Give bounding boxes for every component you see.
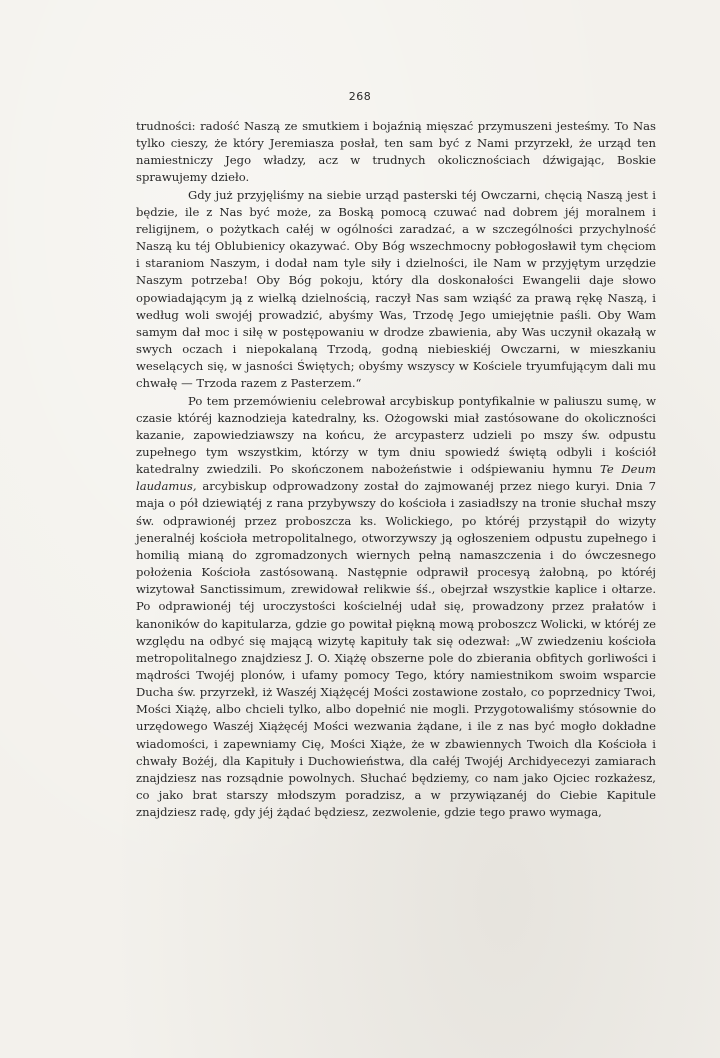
paragraph-3-text: Po tem przemówieniu celebrował arcybiskup pontyfikalnie w paliuszu sumę, w czasie któréj kaznodzieja katedralny, ks. Ożogowski miał zastósowane do okoliczności kazanie, zapowiedziawszy na końcu, że arcypasterz udzieli po mszy św. odpustu zupełnego tym wszystkim, którzy w tym dniu spowiedź świętą odbyli i kościół katedralny zwiedzili. Po skończonem nabożeństwie i odśpiewaniu hymnu <box>136 393 656 477</box>
paragraph-3-continued: arcybiskup odprowadzony został do zajmowanéj przez niego kuryi. Dnia 7 maja o pół dziewiątéj z rana przybywszy do kościoła i zasiadłszy na tronie słuchał mszy św. odprawionéj przez proboszcza ks. Wolickiego, po któréj przystąpił do wizyty jeneralnéj kościoła metropolitalnego, otworzywszy ją ogłoszeniem odpustu zupełnego i homilią mianą do zgromadzonych wiernych pełną namaszczenia i do ówczesnego położenia Kościoła zastósowaną. Następnie odprawił procesyą żałobną, po któréj wizytował Sanctissimum, zrewidował relikwie śś., obejrzał wszystkie kaplice i ołtarze. Po odprawionéj téj uroczystości kościelnéj udał się, prowadzony przez prałatów i kanoników do kapitularza, gdzie go powitał piękną mową proboszcz Wolicki, w któréj ze względu na odbyć się mającą wizytę kapituły tak się odezwał: „W zwiedzeniu kościoła metropolitalnego znajdziesz J. O. Xiążę obszerne pole do zbierania obfitych gorliwości i mądrości Twojéj plonów, i ufamy pomocy Tego, który namiestnikom swoim wsparcie Ducha św. przyrzekł, iż Waszéj Xiążęcéj Mości zostawione zostało, co poprzednicy Twoi, Mości Xiążę, albo chcieli tylko, albo dopełnić nie mogli. Przygotowaliśmy stósownie do urzędowego Waszéj Xiążęcéj Mości wezwania żądane, i ile z nas być mogło dokładne wiadomości, i zapewniamy Cię, Mości Xiąże, że w zbawiennych Twoich dla Kościoła i chwały Bożéj, dla Kapituły i Duchowieństwa, dla całéj Twojéj Archidyecezyi zamiarach znajdziesz nas rozsądnie powolnych. Słuchać będziemy, co nam jako Ojciec rozkażesz, co jako brat starszy młodszym poradzisz, a w przywiązanéj do Ciebie Kapitule znajdziesz radę, gdy jéj żądać będziesz, zezwolenie, gdzie tego prawo wymaga, <box>136 479 656 820</box>
paragraph-1: trudności: radość Naszą ze smutkiem i bojaźnią mięszać przymuszeni jesteśmy. To Nas tylko cieszy, że który Jeremiasza posłał, ten sam być z Nami przyrzekł, że urząd ten namiestniczy Jego władzy, acz w trudnych okolicznościach dźwigając, Boskie sprawujemy dzieło. <box>136 119 656 185</box>
page-number: 268 <box>348 90 372 103</box>
paragraph-3 <box>136 393 656 822</box>
body-text <box>136 118 656 821</box>
paragraph-2: Gdy już przyjęliśmy na siebie urząd pasterski téj Owczarni, chęcią Naszą jest i będzie, ile z Nas być może, za Boską pomocą czuwać nad dobrem jéj moralnem i religijnem, o pożytkach całéj w ogólności zaradzać, a w szczególności przychylność Naszą ku téj Oblubienicy okazywać. Oby Bóg wszechmocny pobłogosławił tym chęciom i staraniom Naszym, i dodał nam tyle siły i dzielności, ile Nam w przyjętym urzędzie Naszym potrzeba! Oby Bóg pokoju, który dla doskonałości Ewangelii daje słowo opowiadającym ją z wielką dzielnością, raczył Nas sam wziąść za prawą rękę Naszą, i według woli swojéj prowadzić, abyśmy Was, Trzodę Jego umiejętnie paśli. Oby Wam samym dał moc i siłę w postępowaniu w drodze zbawienia, aby Was uczynił okazałą w swych oczach i niepokalaną Trzodą, godną niebieskiéj Owczarni, w mieszkaniu weselących się, w jasności Świętych; obyśmy wszyscy w Kościele tryumfującym dali mu chwałę — Trzoda razem z Pasterzem.“ <box>136 187 656 391</box>
hymn-title: Te Deum laudamus, <box>136 462 657 494</box>
